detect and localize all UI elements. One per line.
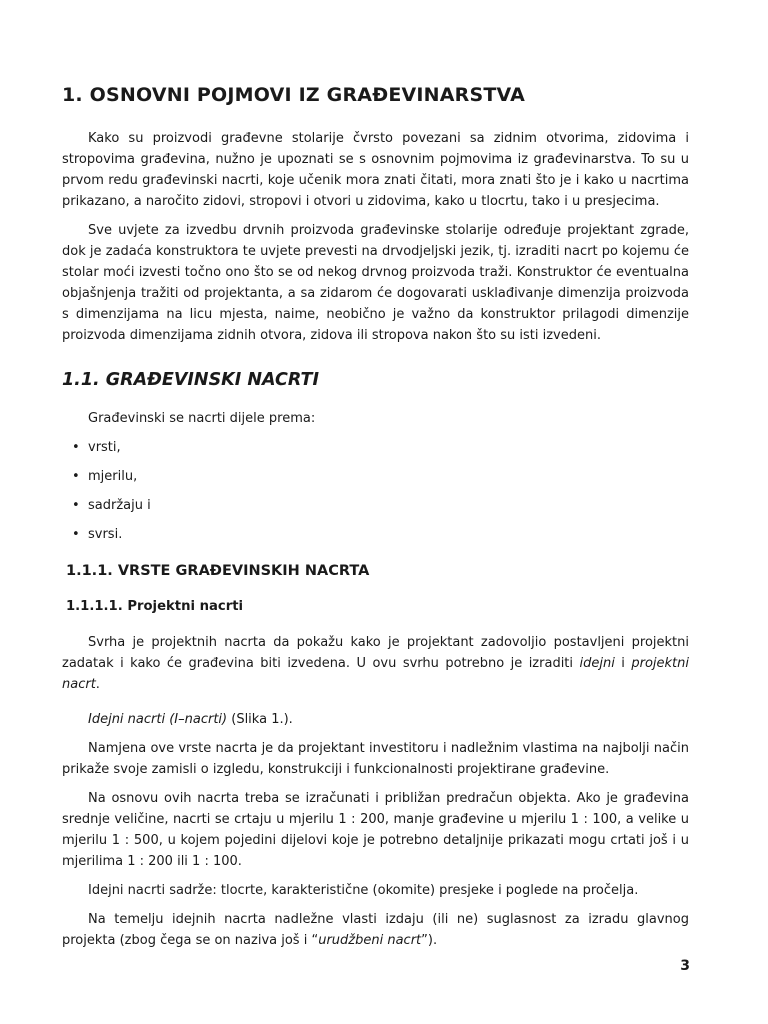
idejni-nacrti-heading (62, 709, 689, 730)
list-item (62, 495, 689, 516)
idejni-paragraph-sadrzaj: Idejni nacrti sadrže: tlocrte, karakteristične (okomite) presjeke i poglede na pročelja. (88, 883, 639, 898)
section-1-1-lead: Građevinski se nacrti dijele prema: (88, 411, 316, 426)
text-run: (Slika 1.). (227, 712, 293, 727)
idejni-paragraph-mjerila: Na osnovu ovih nacrta treba se izračunati i približan predračun objekta. Ako je građevina srednje veličine, nacrti se crtaju u mjerilu 1 : 200, manje građevine u mjerilu 1 : 100, a velike u mjerilu 1 : 500, u kojem pojedini dijelovi koje je potrebno detaljnije prikazati mogu crtati još i u mjerilima 1 : 200 ili 1 : 100. (62, 791, 689, 869)
list-item-label: svrsi. (88, 527, 123, 542)
projektni-paragraph-1 (62, 632, 689, 695)
section-1-1-1-title: 1.1.1. VRSTE GRAĐEVINSKIH NACRTA (66, 563, 370, 579)
emphasis-idejni: idejni (579, 656, 615, 671)
intro-paragraph-2: Sve uvjete za izvedbu drvnih proizvoda građevinske stolarije određuje projektant zgrade, dok je zadaća konstruktora te uvjete prevesti na drvodjeljski jezik, tj. izraditi nacrt po kojemu će stolar moći izvesti točno ono što se od nekog drvnog proizvoda traži. Konstruktor će eventualna objašnjenja tražiti od projektanta, a sa zidarom će dogovarati usklađivanje dimenzija proizvoda s dimenzijama na licu mjesta, naime, neobično je važno da konstruktor prilagodi dimenzije proizvoda dimenzijama zidnih otvora, zidova ili stropova nakon što su isti izvedeni. (62, 223, 689, 343)
idejni-paragraph-suglasnost (62, 909, 689, 951)
text-run: i (614, 656, 632, 671)
chapter-title: 1. OSNOVNI POJMOVI IZ GRAĐEVINARSTVA (62, 84, 526, 106)
list-item-label: vrsti, (88, 440, 121, 455)
idejni-paragraph-namjena: Namjena ove vrste nacrta je da projektant investitoru i nadležnim vlastima na najbolji način prikaže svoje zamisli o izgledu, konstrukciji i funkcionalnosti projektirane građevine. (62, 741, 689, 777)
list-item (62, 437, 689, 458)
list-item-label: mjerilu, (88, 469, 138, 484)
text-run: . (95, 677, 100, 692)
section-1-1-1-1-title: 1.1.1.1. Projektni nacrti (66, 599, 244, 614)
list-item (62, 524, 689, 545)
text-run: ”). (421, 933, 438, 948)
intro-paragraph-1: Kako su proizvodi građevne stolarije čvrsto povezani sa zidnim otvorima, zidovima i stropovima građevina, nužno je upoznati se s osnovnim pojmovima iz građevinarstva. To su u prvom redu građevinski nacrti, koje učenik mora znati čitati, mora znati što je i kako u nacrtima prikazano, a naročito zidovi, stropovi i otvori u zidovima, kako u tlocrtu, tako i u presjecima. (62, 131, 689, 209)
bullet-icon: • (72, 440, 80, 455)
bullet-icon: • (72, 469, 80, 484)
text-run: Na temelju idejnih nacrta nadležne vlasti izdaju (ili ne) suglasnost za izradu glavnog projekta (zbog čega se on naziva još i “ (62, 912, 689, 948)
emphasis-idejni-nacrti: Idejni nacrti (I–nacrti) (88, 712, 228, 727)
emphasis-projektni-nacrt: projektni nacrt (62, 656, 689, 692)
emphasis-urudzbeni-nacrt: urudžbeni nacrt (318, 933, 422, 948)
division-list (62, 437, 689, 545)
bullet-icon: • (72, 527, 80, 542)
page-content (62, 84, 689, 959)
list-item (62, 466, 689, 487)
page-number: 3 (680, 958, 690, 974)
list-item-label: sadržaju i (88, 498, 151, 513)
section-1-1-title: 1.1. GRAĐEVINSKI NACRTI (62, 370, 319, 390)
text-run: Svrha je projektnih nacrta da pokažu kako je projektant zadovoljio postavljeni projektni zadatak i kako će građevina biti izvedena. U ovu svrhu potrebno je izraditi (62, 635, 689, 671)
bullet-icon: • (72, 498, 80, 513)
